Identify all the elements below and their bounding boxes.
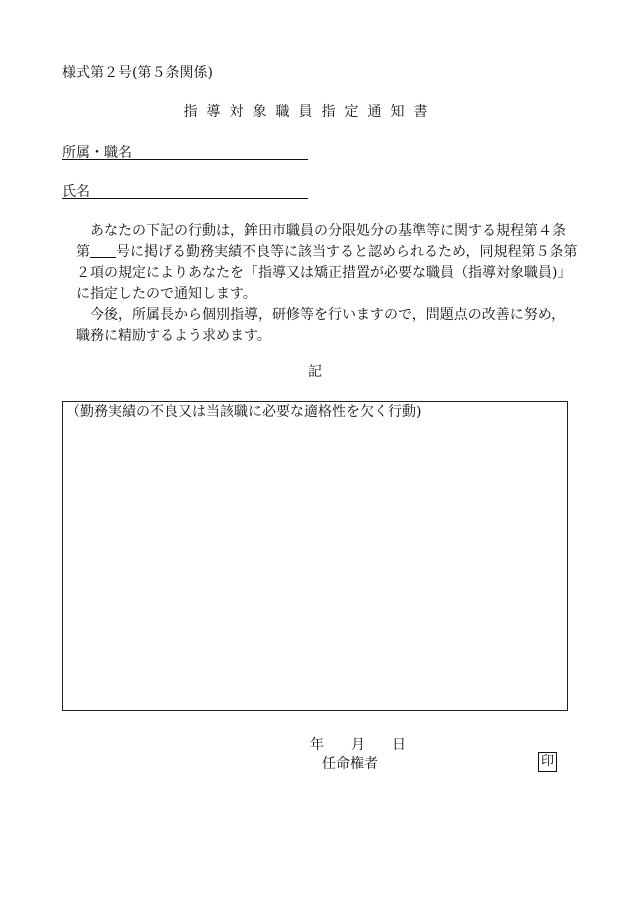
date-month: 月: [351, 737, 365, 753]
name-field[interactable]: [62, 198, 308, 199]
name-label: 氏名: [62, 184, 90, 200]
seal-mark: 印: [538, 752, 557, 772]
body-line-2: [76, 242, 577, 263]
form-number: 様式第２号(第５条関係): [62, 65, 213, 81]
behavior-description-box[interactable]: [62, 401, 568, 711]
appointer-label: 任命権者: [322, 756, 378, 772]
body-line-1: あなたの下記の行動は，鉾田市職員の分限処分の基準等に関する規程第４条: [90, 223, 566, 239]
article-number-blank[interactable]: [90, 243, 116, 258]
body-line-2-pre: 第: [76, 244, 90, 260]
document-title: 指導対象職員指定通知書: [183, 104, 437, 120]
body-line-2-post: 号に掲げる勤務実績不良等に該当すると認められるため，同規程第５条第: [116, 244, 578, 260]
body-line-4: に指定したので通知します。: [76, 286, 257, 302]
body-line-5: 今後，所属長から個別指導，研修等を行いますので，問題点の改善に努め，: [90, 307, 566, 323]
behavior-box-caption: （勤務実績の不良又は当該職に必要な適格性を欠く行動): [66, 404, 422, 420]
ki-heading: 記: [308, 364, 322, 380]
date-year: 年: [310, 737, 324, 753]
date-day: 日: [392, 737, 406, 753]
body-line-3: ２項の規定によりあなたを「指導又は矯正措置が必要な職員（指導対象職員)」: [76, 265, 572, 281]
body-line-6: 職務に精励するよう求めます。: [76, 328, 271, 344]
affiliation-field[interactable]: [62, 159, 308, 160]
affiliation-label: 所属・職名: [62, 145, 132, 161]
